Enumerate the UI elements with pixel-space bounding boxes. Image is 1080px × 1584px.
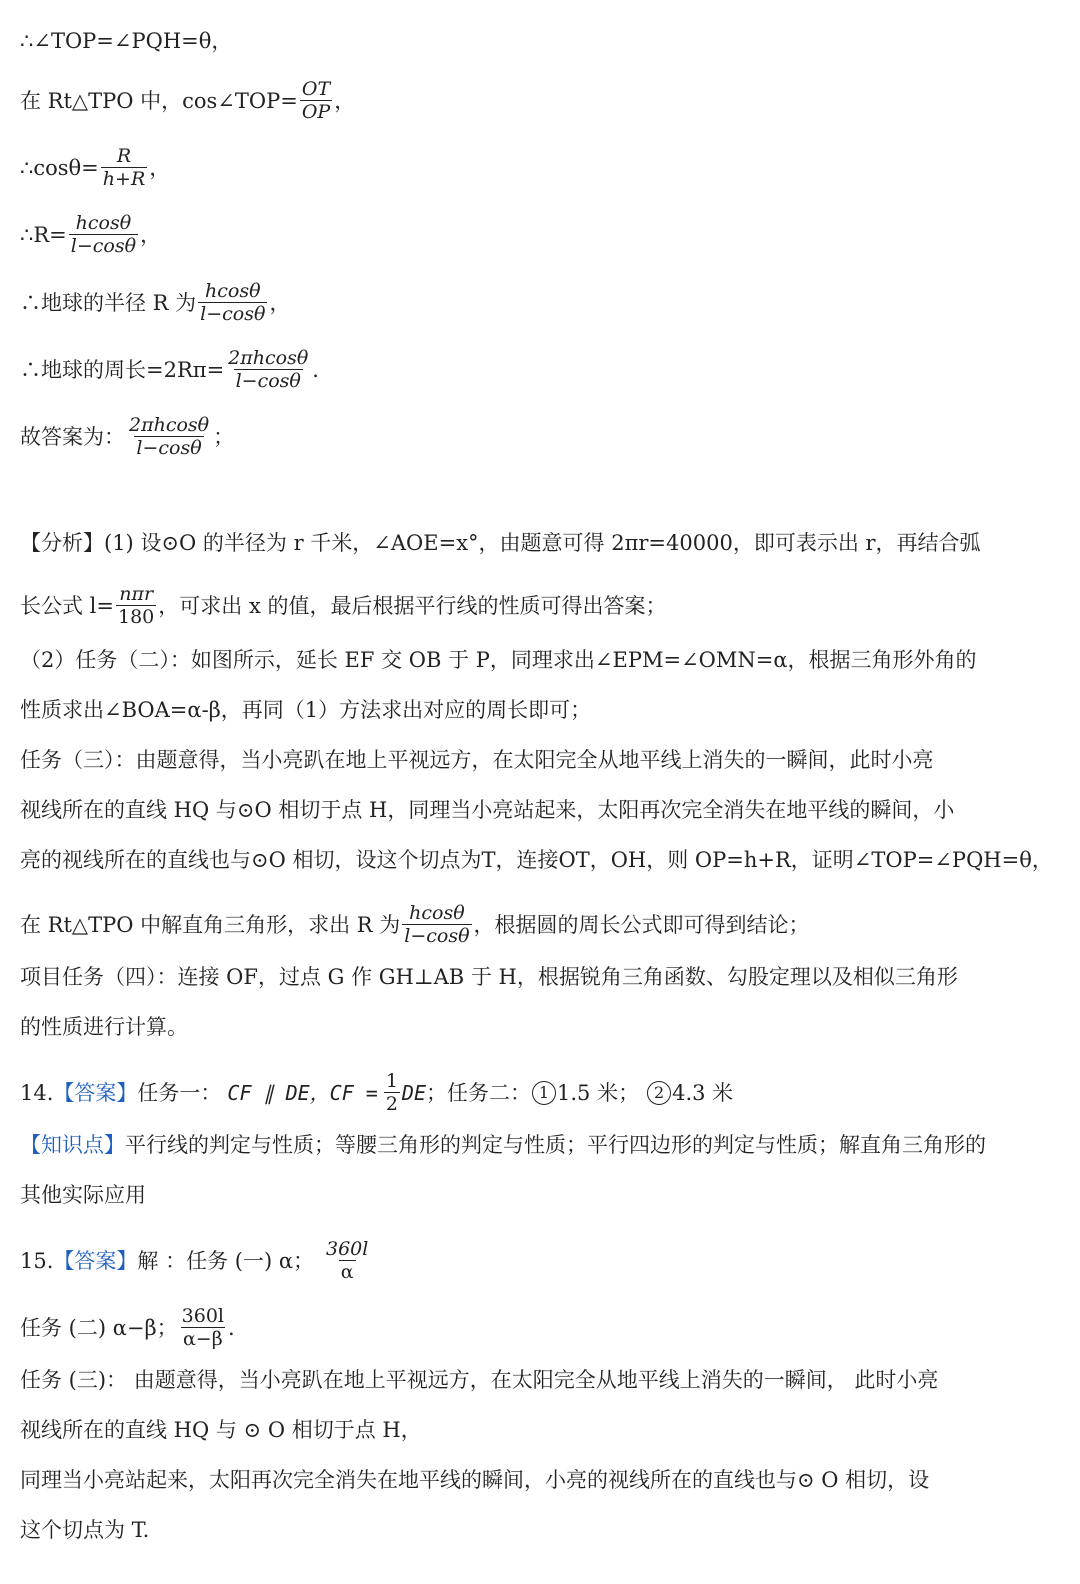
task-3-line-4: 这个切点为 T. bbox=[20, 1518, 150, 1542]
line-r-value: ∴R= $\frac{hcos\theta}{l-\cos\theta}$ ， bbox=[20, 212, 162, 257]
question-14-answer: 14. 【答案】 任务一： CF ∥ DE，CF = $\frac{1}{2}$ DE ；任务二： 1 1.5 米； 2 4.3 米 bbox=[20, 1070, 734, 1115]
task-2-line: 任务 (二) α−β； $\frac{360l}{\alpha-\beta}$ . bbox=[20, 1305, 235, 1350]
circled-number-1: 1 bbox=[532, 1081, 556, 1105]
line-angle-equal: ∴∠TOP=∠PQH=θ， bbox=[20, 29, 233, 53]
fraction-hcos: $\frac{hcos\theta}{l-\cos\theta}$ bbox=[200, 280, 266, 325]
line-cos-theta: ∴cosθ= $\frac{R}{h+R}$ ， bbox=[20, 145, 171, 190]
line-earth-circumference: ∴地球的周长=2Rπ= $\frac{2\pi hcos\theta}{l-\cos\theta}$ . bbox=[20, 347, 319, 392]
analysis-line-5: 任务（三）：由题意得，当小亮趴在地上平视远方，在太阳完全从地平线上消失的一瞬间，此时小亮 bbox=[20, 748, 934, 772]
fraction-one-half: $\frac{1}{2}$ bbox=[385, 1070, 398, 1115]
analysis-line-8: 在 Rt△TPO 中解直角三角形，求出 R 为 $\frac{hcos\theta}{l-\cos\theta}$ ，根据圆的周长公式即可得到结论； bbox=[20, 902, 810, 947]
fraction-r-hr: $\frac{R}{h+R}$ bbox=[102, 145, 146, 190]
knowledge-line-1: 【知识点】 平行线的判定与性质；等腰三角形的判定与性质；平行四边形的判定与性质；解直角三角形的 bbox=[20, 1130, 1060, 1160]
circled-number-2: 2 bbox=[647, 1081, 671, 1105]
analysis-line-9: 项目任务（四）：连接 OF，过点 G 作 GH⊥AB 于 H，根据锐角三角函数、勾股定理以及相似三角形 bbox=[20, 965, 958, 989]
fraction-hcos: $\frac{hcos\theta}{l-\cos\theta}$ bbox=[404, 902, 470, 947]
fraction-2pi-hcos: $\frac{2\pi hcos\theta}{l-\cos\theta}$ bbox=[129, 414, 210, 459]
fraction-hcos: $\frac{hcos\theta}{l-\cos\theta}$ bbox=[70, 212, 137, 257]
answer-tag: 【答案】 bbox=[53, 1080, 138, 1105]
analysis-line-2: 长公式 l= $\frac{\text{nπr}}{180}$ ，可求出 x 的值，最后根据平行线的性质可得出答案； bbox=[20, 583, 667, 628]
line-earth-radius: ∴地球的半径 R 为 $\frac{hcos\theta}{l-\cos\theta}$ ， bbox=[20, 280, 291, 325]
analysis-line-4: 性质求出∠BOA=α-β，再同（1）方法求出对应的周长即可； bbox=[20, 698, 592, 722]
fraction-arc-length: $\frac{\text{nπr}}{180}$ bbox=[118, 583, 155, 628]
answer-tag: 【答案】 bbox=[53, 1248, 138, 1273]
fraction-360l-alpha-beta: $\frac{360l}{\alpha-\beta}$ bbox=[181, 1305, 224, 1350]
analysis-line-7: 亮的视线所在的直线也与⊙O 相切，设这个切点为T，连接OT，OH，则 OP=h+R，证明∠TOP=∠PQH=θ， bbox=[20, 848, 1053, 872]
knowledge-line-2: 其他实际应用 bbox=[20, 1183, 146, 1207]
question-15-answer: 15. 【答案】 解 ：任务 (一) α； $\frac{360l}{\alpha}$ bbox=[20, 1238, 369, 1283]
analysis-line-10: 的性质进行计算。 bbox=[20, 1015, 188, 1039]
task-3-line-1: 任务 (三)： 由题意得，当小亮趴在地上平视远方，在太阳完全从地平线上消失的一瞬间， 此时小亮 bbox=[20, 1368, 939, 1392]
fraction-360l-alpha: $\frac{360l}{\alpha}$ bbox=[326, 1238, 369, 1283]
analysis-line-6: 视线所在的直线 HQ 与⊙O 相切于点 H，同理当小亮站起来，太阳再次完全消失在地平线的瞬间，小 bbox=[20, 798, 955, 822]
task-3-line-3: 同理当小亮站起来，太阳再次完全消失在地平线的瞬间，小亮的视线所在的直线也与⊙ O 相切，设 bbox=[20, 1468, 930, 1492]
knowledge-tag: 【知识点】 bbox=[20, 1133, 125, 1157]
fraction-2pi-hcos: $\frac{2\pi hcos\theta}{l-\cos\theta}$ bbox=[228, 347, 309, 392]
analysis-line-3: （2）任务（二）：如图所示，延长 EF 交 OB 于 P，同理求出∠EPM=∠OMN=α，根据三角形外角的 bbox=[20, 648, 977, 672]
line-answer: 故答案为： $\frac{2\pi hcos\theta}{l-\cos\theta}$ ； bbox=[20, 414, 235, 459]
fraction-ot-op: $\frac{OT}{OP}$ bbox=[301, 78, 331, 123]
task-3-line-2: 视线所在的直线 HQ 与 ⊙ O 相切于点 H， bbox=[20, 1418, 422, 1442]
analysis-line-1: 【分析】(1) 设⊙O 的半径为 r 千米，∠AOE=x°，由题意可得 2πr=40000，即可表示出 r，再结合弧 bbox=[20, 531, 981, 555]
line-cos-top: 在 Rt△TPO 中，cos∠TOP= $\frac{OT}{OP}$ ， bbox=[20, 78, 356, 123]
